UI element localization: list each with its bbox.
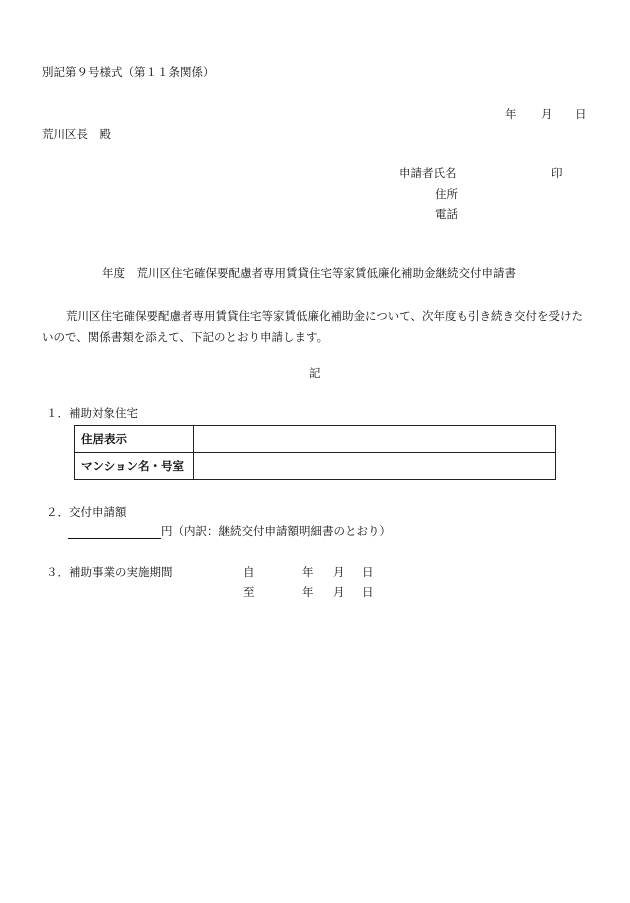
applicant-name-label: 申請者氏名 <box>399 166 457 180</box>
table-row <box>75 426 556 453</box>
section1-heading: １．補助対象住宅 <box>46 406 138 420</box>
address-display-label: 住居表示 <box>75 426 194 453</box>
period-from-day-label: 日 <box>362 565 374 579</box>
section2-heading: ２．交付申請額 <box>46 505 127 519</box>
period-from-year-label: 年 <box>302 565 314 579</box>
period-to-day-label: 日 <box>362 585 374 599</box>
section3-heading: ３．補助事業の実施期間 <box>46 565 173 579</box>
building-room-label: マンション名・号室 <box>75 453 194 480</box>
amount-blank-line[interactable] <box>68 537 161 539</box>
target-housing-table <box>74 425 556 480</box>
seal-mark: 印 <box>551 166 563 180</box>
table-row <box>75 453 556 480</box>
ki-marker: 記 <box>309 366 321 380</box>
form-id: 別記第９号様式（第１１条関係） <box>42 65 215 79</box>
applicant-phone-label: 電話 <box>435 207 458 221</box>
date-day-label: 日 <box>575 107 587 121</box>
addressee: 荒川区長 殿 <box>42 127 111 141</box>
applicant-address-label: 住所 <box>435 187 458 201</box>
document-title: 年度 荒川区住宅確保要配慮者専用賃貸住宅等家賃低廉化補助金継続交付申請書 <box>102 266 516 280</box>
address-display-field[interactable] <box>194 426 556 453</box>
building-room-field[interactable] <box>194 453 556 480</box>
period-to-year-label: 年 <box>302 585 314 599</box>
body-paragraph: 荒川区住宅確保要配慮者専用賃貸住宅等家賃低廉化補助金について、次年度も引き続き交付を受けたいので、関係書類を添えて、下記のとおり申請します。 <box>42 309 584 344</box>
period-from-label: 自 <box>243 565 255 579</box>
period-to-label: 至 <box>243 585 255 599</box>
amount-note: 円（内訳：継続交付申請額明細書のとおり） <box>161 524 391 538</box>
period-to-month-label: 月 <box>333 585 345 599</box>
date-month-label: 月 <box>541 107 553 121</box>
period-from-month-label: 月 <box>333 565 345 579</box>
date-year-label: 年 <box>505 107 517 121</box>
